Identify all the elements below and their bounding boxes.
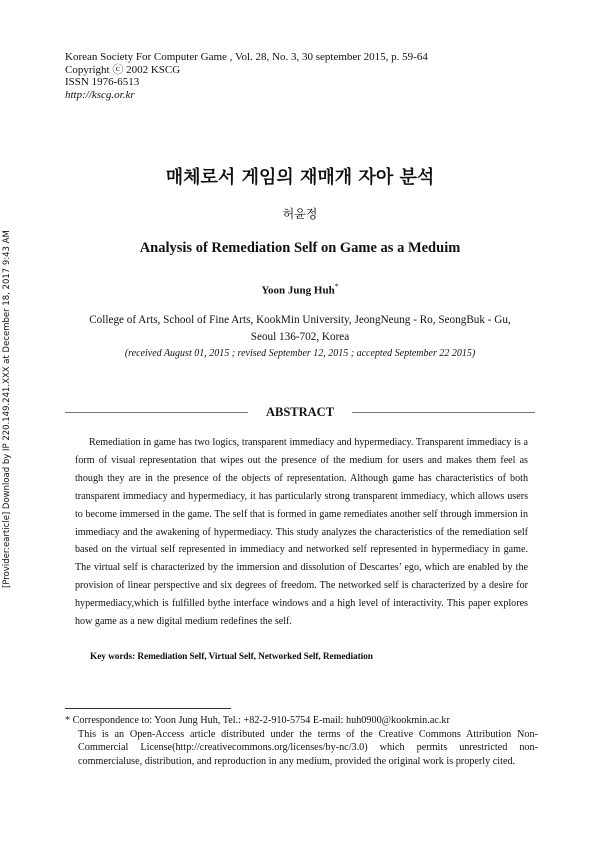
abstract-rule-right xyxy=(352,412,535,413)
issn-line: ISSN 1976-6513 xyxy=(65,76,140,88)
download-stamp xyxy=(2,230,12,588)
affiliation-line-1: College of Arts, School of Fine Arts, KookMin University, JeongNeung - Ro, SeongBuk - Gu, xyxy=(89,314,511,326)
english-author xyxy=(0,282,600,297)
footnote xyxy=(65,714,538,769)
abstract-body: Remediation in game has two logics, transparent immediacy and hypermediacy. Transparent immediacy is a form of visual representation that wipes out the presence of the medium for users and makes them feel as though they are in the presence of the objects of representation. Although game has characteristics of both transparent immediacy and hypermediacy, it has particularly strong transparent immediacy, which allows users to become immersed in the game. The self that is formed in game remediates another self through immersion in immediacy and the awakening of hypermediacy. This study analyzes the characteristics of the remediation self based on the virtual self represented in immediacy and networked self represented in hypermediacy in game. The virtual self is characterized by the immersion and dissolution of Descartes’ ego, which are enabled by the provision of linear perspective and six degrees of freedom. The networked self is characterized by a desire for hypermediacy,which is fulfilled bythe interface windows and a high level of interactivity. This paper explores how game as a new digital medium redefines the self. xyxy=(75,437,528,628)
journal-citation: Korean Society For Computer Game , Vol. 28, No. 3, 30 september 2015, p. 59-64 xyxy=(65,51,428,63)
abstract-heading: ABSTRACT xyxy=(265,405,335,419)
author-footnote-mark: * xyxy=(334,282,339,291)
submission-dates: (received August 01, 2015 ; revised September 12, 2015 ; accepted September 22 2015) xyxy=(124,348,476,359)
keywords: Key words: Remediation Self, Virtual Self, Networked Self, Remediation xyxy=(90,652,373,662)
copyright-line: Copyright ⓒ 2002 KSCG xyxy=(65,63,181,76)
author-name: Yoon Jung Huh xyxy=(261,284,335,297)
journal-header xyxy=(65,51,428,101)
journal-url-link[interactable]: http://kscg.or.kr xyxy=(65,88,135,101)
correspondence-note: * Correspondence to: Yoon Jung Huh, Tel.: +82-2-910-5754 E-mail: huh0900@kookmin.ac.kr xyxy=(65,715,450,726)
license-note: This is an Open-Access article distributed under the terms of the Creative Commons Attribution Non-Commercial License(http://creativecommons.org/licenses/by-nc/3.0) which permits unrestricted non-commercialuse, distribution, and reproduction in any medium, provided the original work is properly cited. xyxy=(78,728,538,768)
footnote-rule xyxy=(65,708,231,709)
korean-title: 매체로서 게임의 재매개 자아 분석 xyxy=(165,167,435,188)
english-title: Analysis of Remediation Self on Game as a Meduim xyxy=(139,240,461,256)
korean-author: 허윤정 xyxy=(282,207,318,221)
download-stamp-text: [Provider:earticle] Download by IP 220.149.241.XXX at December 18, 2017 9:43 AM xyxy=(2,230,12,588)
affiliation-line-2: Seoul 136-702, Korea xyxy=(250,331,350,343)
affiliation xyxy=(65,312,535,346)
